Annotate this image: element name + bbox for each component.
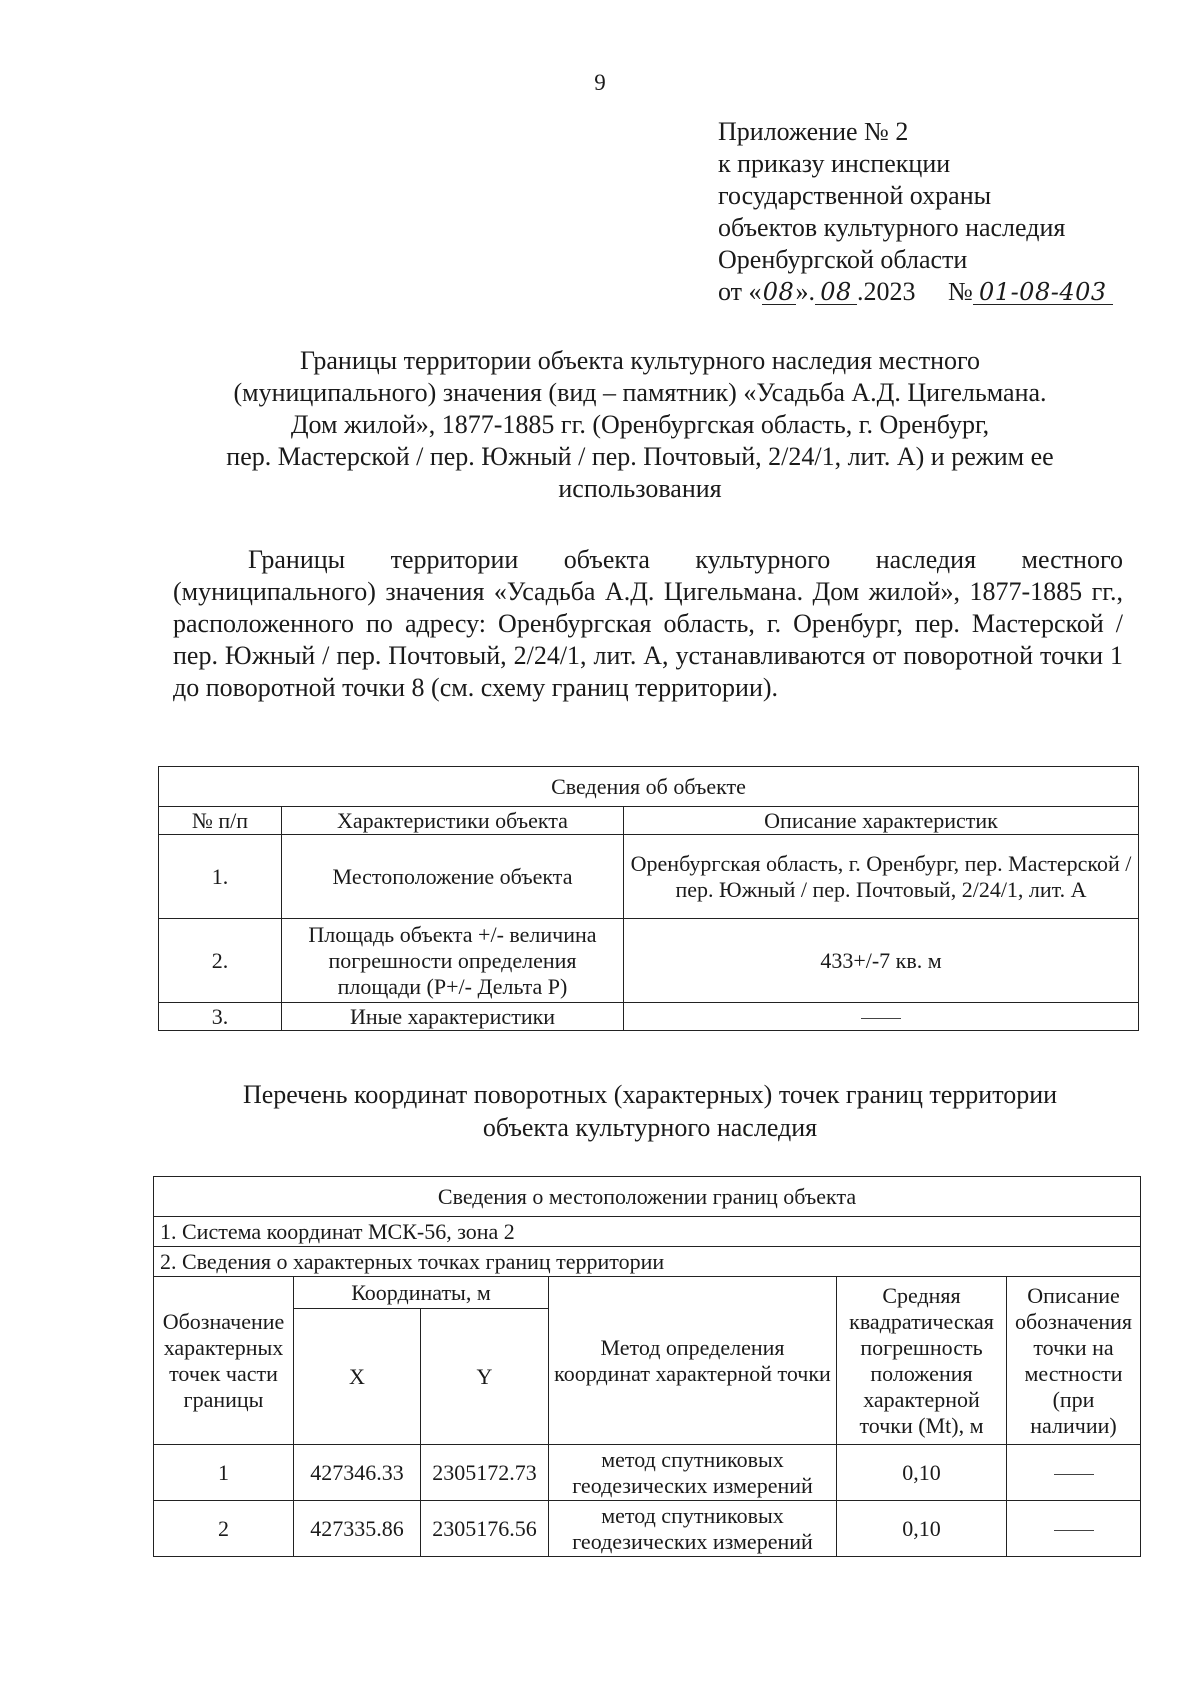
title-line: пер. Мастерской / пер. Южный / пер. Почтовый, 2/24/1, лит. А) и режим ее <box>226 442 1054 471</box>
date-mid: ». <box>795 277 816 306</box>
empty-dash <box>1054 1474 1094 1475</box>
point-description <box>1007 1445 1141 1501</box>
header-coords: Координаты, м <box>294 1277 549 1309</box>
header-error: Средняя квадратическая погрешность положения характерной точки (Mt), м <box>837 1277 1007 1445</box>
row-description: Оренбургская область, г. Оренбург, пер. Мастерской / пер. Южный / пер. Почтовый, 2/24/1, лит. А <box>624 835 1139 919</box>
order-date-number <box>718 276 1113 308</box>
point-x: 427335.86 <box>294 1501 421 1557</box>
number-prefix: № <box>948 277 973 306</box>
order-number-handwritten: 01-08-403 <box>973 280 1113 305</box>
row-description <box>624 1003 1139 1031</box>
point-x: 427346.33 <box>294 1445 421 1501</box>
object-info-table <box>158 766 1139 1031</box>
empty-dash <box>1054 1530 1094 1531</box>
date-year: .2023 <box>857 277 916 306</box>
title-line: (муниципального) значения (вид – памятник) «Усадьба А.Д. Цигельмана. <box>233 378 1047 407</box>
coords-title-line: Перечень координат поворотных (характерных) точек границ территории <box>242 1080 1058 1109</box>
point-id: 2 <box>154 1501 294 1557</box>
header-num: № п/п <box>159 807 282 835</box>
header-y: Y <box>421 1309 549 1445</box>
row-num: 3. <box>159 1003 282 1031</box>
row-characteristic: Местоположение объекта <box>282 835 624 919</box>
point-error: 0,10 <box>837 1501 1007 1557</box>
title-line: использования <box>558 474 722 503</box>
title-line: Дом жилой», 1877-1885 гг. (Оренбургская область, г. Оренбург, <box>290 410 990 439</box>
row-num: 1. <box>159 835 282 919</box>
point-y: 2305176.56 <box>421 1501 549 1557</box>
coordinate-system: 1. Система координат МСК-56, зона 2 <box>154 1217 1141 1247</box>
appendix-line: к приказу инспекции <box>718 149 951 178</box>
empty-dash <box>861 1018 901 1019</box>
date-day-handwritten: 08 <box>762 278 795 306</box>
date-month-handwritten: 08 <box>815 280 857 305</box>
point-method: метод спутниковых геодезических измерений <box>549 1501 837 1557</box>
point-description <box>1007 1501 1141 1557</box>
point-error: 0,10 <box>837 1445 1007 1501</box>
row-num: 2. <box>159 919 282 1003</box>
coordinates-table <box>153 1176 1141 1557</box>
header-method: Метод определения координат характерной точки <box>549 1277 837 1445</box>
coords-title-line: объекта культурного наследия <box>482 1113 818 1142</box>
row-characteristic: Иные характеристики <box>282 1003 624 1031</box>
date-prefix: от « <box>718 277 762 306</box>
point-method: метод спутниковых геодезических измерений <box>549 1445 837 1501</box>
row-characteristic: Площадь объекта +/- величина погрешности определения площади (Р+/- Дельта Р) <box>282 919 624 1003</box>
header-description: Описание характеристик <box>624 807 1139 835</box>
page-number: 9 <box>594 70 606 95</box>
row-description: 433+/-7 кв. м <box>624 919 1139 1003</box>
header-characteristic: Характеристики объекта <box>282 807 624 835</box>
document-title <box>170 345 1110 505</box>
appendix-line: Приложение № 2 <box>718 117 909 146</box>
title-line: Границы территории объекта культурного наследия местного <box>299 346 981 375</box>
appendix-header <box>718 116 1113 308</box>
point-y: 2305172.73 <box>421 1445 549 1501</box>
points-caption: 2. Сведения о характерных точках границ территории <box>154 1247 1141 1277</box>
boundary-paragraph <box>173 544 1123 704</box>
coordinates-list-title <box>150 1078 1150 1144</box>
header-point-description: Описание обозначения точки на местности (при наличии) <box>1007 1277 1141 1445</box>
coords-table-caption: Сведения о местоположении границ объекта <box>154 1177 1141 1217</box>
paragraph-text: Границы территории объекта культурного наследия местного (муниципального) значения «Усадьба А.Д. Цигельмана. Дом жилой», 1877-1885 гг., расположенного по адресу: Оренбургская область, г. Оренбург, пер. Мастерской / пер. Южный / пер. Почтовый, 2/24/1, лит. А, устанавливаются от поворотной точки 1 до поворотной точки 8 (см. схему границ территории). <box>173 545 1123 702</box>
header-x: X <box>294 1309 421 1445</box>
header-designation: Обозначение характерных точек части границы <box>154 1277 294 1445</box>
point-id: 1 <box>154 1445 294 1501</box>
appendix-line: объектов культурного наследия <box>718 213 1066 242</box>
object-table-caption: Сведения об объекте <box>159 767 1139 807</box>
appendix-line: Оренбургской области <box>718 245 968 274</box>
appendix-line: государственной охраны <box>718 181 992 210</box>
